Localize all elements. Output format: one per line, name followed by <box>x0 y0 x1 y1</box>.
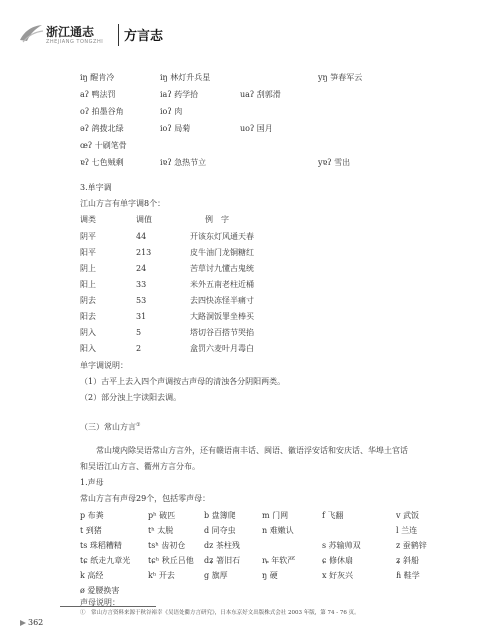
tone-examples: 盒罚六麦叶月毒白 <box>190 344 254 353</box>
initial-cell: b 盘簿爬 <box>204 511 236 520</box>
tone-category: 阳去 <box>80 312 96 321</box>
tone-examples: 开该东灯风通天春 <box>190 232 254 241</box>
tone-heading: 3.单字调 <box>80 183 112 192</box>
tone-examples: 塔切谷百搭节哭掐 <box>190 328 254 337</box>
initial-cell: v 武饭 <box>396 511 420 520</box>
syllable-cell: iɐʔ 急热节立 <box>160 158 207 167</box>
initial-cell: tɕʰ 秋丘吕他 <box>148 556 194 565</box>
syllable-cell: aʔ 鸭法罚 <box>80 90 116 99</box>
zhejiang-tongzhi-logo-icon <box>18 22 44 44</box>
syllable-cell: ɐʔ 七色贼剩 <box>80 158 124 167</box>
tone-note: （2）部分浊上字读阳去调。 <box>80 393 182 402</box>
initial-cell: dz 茶柱残 <box>204 541 240 550</box>
tone-header: 调类 <box>80 215 96 224</box>
initials-heading: 1.声母 <box>80 478 104 487</box>
initial-cell: ɦ 鞋学 <box>396 571 420 580</box>
syllable-cell: œʔ 十刷笔骨 <box>80 141 127 150</box>
tone-value: 31 <box>136 312 147 321</box>
syllable-cell: yŋ 笋春军云 <box>318 73 363 82</box>
initial-cell: x 好灰兴 <box>322 571 354 580</box>
initial-cell: ø 爱腰换害 <box>80 586 120 595</box>
tone-value: 24 <box>136 264 147 273</box>
syllable-cell: iŋ 林灯升兵星 <box>160 73 211 82</box>
syllable-cell: əʔ 鸽拨北绿 <box>80 124 124 133</box>
initial-cell: tɕ 纸走九章光 <box>80 556 131 565</box>
tone-category: 阴上 <box>80 264 96 273</box>
changshan-paragraph: 常山境内除吴语常山方言外，还有赣语南丰话、闽语、徽语浮安话和安庆话、华埠土官话 <box>96 446 408 455</box>
tone-examples: 苦草讨九懂古鬼统 <box>190 264 254 273</box>
initial-cell: p 布粪 <box>80 511 104 520</box>
initial-cell: g 旗厚 <box>204 571 228 580</box>
tone-examples: 大路洞饭罪坐棒买 <box>190 312 254 321</box>
initial-cell: tsʰ 齿初仓 <box>148 541 186 550</box>
tone-examples: 米外五南老柱近桶 <box>190 280 254 289</box>
syllable-cell: ioʔ 局菊 <box>160 124 191 133</box>
initial-cell: ŋ 硬 <box>262 571 278 580</box>
initial-cell: k 高经 <box>80 571 104 580</box>
syllable-cell: yɐʔ 雪出 <box>318 158 351 167</box>
initial-cell: ts 珠稻糟精 <box>80 541 122 550</box>
initial-cell: l 兰连 <box>396 526 418 535</box>
book-title: 浙江通志 <box>46 25 95 39</box>
tone-examples: 去四快冻怪半痛寸 <box>190 296 254 305</box>
initial-cell: n 难嫩认 <box>262 526 294 535</box>
initials-note-title: 声母说明： <box>80 598 120 607</box>
initial-cell: f 飞翻 <box>322 511 344 520</box>
tone-category: 阴入 <box>80 328 96 337</box>
tone-note: （1）古平上去入四个声调按古声母的清浊各分阴阳两类。 <box>80 377 286 386</box>
initial-cell: tʰ 太脱 <box>148 526 174 535</box>
tone-value: 44 <box>136 232 147 241</box>
tone-category: 阳上 <box>80 280 96 289</box>
syllable-cell: iŋ 醒肯冷 <box>80 73 115 82</box>
tone-value: 5 <box>136 328 142 337</box>
tone-header: 调值 <box>136 215 152 224</box>
syllable-cell: ioʔ 肉 <box>160 107 183 116</box>
tone-value: 213 <box>136 248 152 257</box>
initial-cell: dʑ 箸旧石 <box>204 556 241 565</box>
tone-category: 阴平 <box>80 232 96 241</box>
changshan-paragraph: 和吴语江山方言、衢州方言分布。 <box>80 462 200 471</box>
initial-cell: t 到猪 <box>80 526 102 535</box>
footnote-rule <box>60 606 156 607</box>
tone-header: 例 字 <box>205 215 229 224</box>
tone-category: 阳平 <box>80 248 96 257</box>
initials-intro: 常山方言有声母29个，包括零声母： <box>80 494 211 503</box>
book-subtitle: ZHEJIANG TONGZHI <box>46 39 104 45</box>
initial-cell: ʑ 斜船 <box>396 556 420 565</box>
initial-cell: d 同夺虫 <box>204 526 236 535</box>
footnote: ① 常山方言资料来源于秋谷裕幸《吴语处衢方言研究》，日本东京好文出版株式会社 2003 年版，第 74 - 76 页。 <box>80 610 360 616</box>
syllable-cell: oʔ 拍墨谷角 <box>80 107 124 116</box>
initial-cell: z 蚕鹤锌 <box>396 541 427 550</box>
syllable-cell: uoʔ 国月 <box>240 124 273 133</box>
page-number: 362 <box>28 618 44 627</box>
initial-cell: s 苏输帅双 <box>322 541 361 550</box>
tone-value: 33 <box>136 280 147 289</box>
syllable-cell: uaʔ 刮郭滑 <box>240 90 281 99</box>
initial-cell: kʰ 开去 <box>148 571 175 580</box>
syllable-cell: iaʔ 药学拾 <box>160 90 199 99</box>
section-title: 方言志 <box>124 29 164 44</box>
tone-value: 53 <box>136 296 147 305</box>
tone-note-title: 单字调说明： <box>80 361 128 370</box>
tone-category: 阳入 <box>80 344 96 353</box>
header-divider <box>118 24 119 46</box>
tone-examples: 皮牛油门龙铜糖红 <box>190 248 254 257</box>
initial-cell: m 门网 <box>262 511 289 520</box>
tone-category: 阴去 <box>80 296 96 305</box>
initial-cell: ɕ 修休扇 <box>322 556 354 565</box>
tone-intro: 江山方言有单字调8个： <box>80 199 166 208</box>
changshan-heading: （三）常山方言① <box>80 422 141 432</box>
tone-value: 2 <box>136 344 142 353</box>
page-marker-icon <box>20 620 26 626</box>
initial-cell: pʰ 破匹 <box>148 511 176 520</box>
initial-cell: ȵ 年软严 <box>262 556 296 565</box>
